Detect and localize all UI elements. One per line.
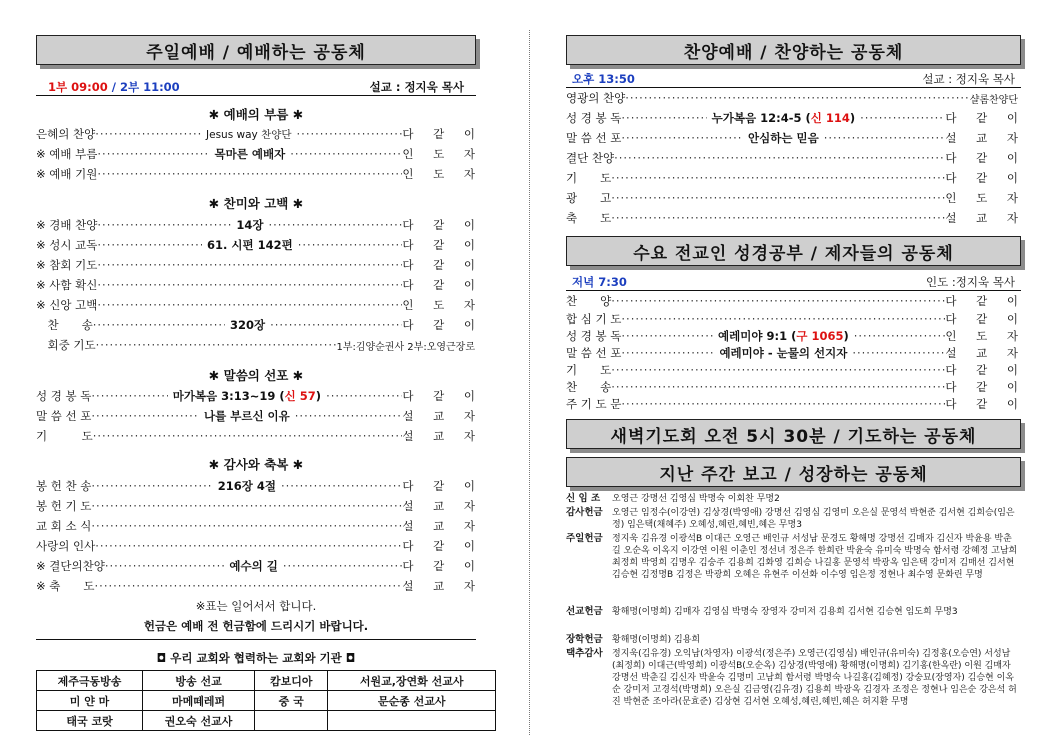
offering-note: 헌금은 예배 전 헌금함에 드리시기 바랍니다. [143,619,369,633]
partner-cell: 방송 선교 [143,671,255,691]
weekly-report-banner: 지난 주간 보고 / 성장하는 공동체 [566,457,1021,487]
order-role: 설 교 자 [945,131,1026,145]
order-item [713,328,854,344]
text-run: 누가복음 12:4-5 ( [711,111,811,125]
text-run: 나를 부르신 이유 [204,409,290,423]
order-role: 설 교 자 [402,429,483,443]
dot-leader [290,147,402,161]
order-item [714,345,852,361]
standing-note: ※표는 일어서서 합니다. [195,599,317,613]
partner-cell: 권오숙 선교사 [143,711,255,731]
order-row [36,336,475,354]
dot-leader [93,318,225,332]
report-label: 신 임 조 [566,493,601,504]
dot-leader [621,131,743,145]
order-row [36,537,483,555]
text-run: 예수의 길 [229,559,278,573]
order-row [36,145,484,163]
order-item [210,146,291,162]
order-row [36,316,484,334]
dot-leader [95,539,402,553]
report-entry [566,648,1018,708]
text-run: 1부 09:00 [48,80,108,94]
dot-leader [611,191,945,205]
order-role: 인 도 자 [402,167,483,181]
dot-leader [91,519,402,533]
order-item [202,237,298,253]
report-label: 감사헌금 [566,507,603,518]
wednesday-leader: 인도 :정지욱 목사 [926,275,1015,289]
order-role: 설 교 자 [402,519,483,533]
dot-leader [621,329,713,343]
dot-leader [97,258,402,272]
dot-leader [91,389,167,403]
order-row [36,256,483,274]
order-role: 다 같 이 [402,238,483,252]
order-row [566,292,1026,310]
dot-leader [97,218,231,232]
partners-title: ◘ 우리 교회와 협력하는 교회와 기관 ◘ [156,651,356,665]
text-run: 목마른 예배자 [214,147,286,161]
order-role: 다 같 이 [402,389,484,403]
order-label: 말 씀 선 포 [566,346,622,360]
order-row [566,149,1026,167]
order-label: 합 심 기 도 [566,312,622,326]
report-names: 황해명(이명희) 김매자 김영심 박명숙 장영자 강미저 김용희 김서현 김승현 임도희 무명3 [612,607,958,617]
order-role: 인 도 자 [945,329,1026,343]
sunday-service-times [48,79,180,95]
order-row [36,165,483,183]
order-role: 설 교 자 [402,579,483,593]
dot-leader [297,127,403,141]
text-run: 예레미야 - 눈물의 선지자 [719,346,848,360]
text-run: 320장 [229,318,266,332]
order-role: 인 도 자 [402,298,483,312]
order-row [36,427,483,445]
order-row [566,344,1027,362]
dot-leader [611,363,945,377]
order-row [566,209,1026,227]
order-item [168,388,326,404]
dot-leader [824,131,946,145]
order-label: 성 경 봉 독 [36,389,92,403]
order-role: 설 교 자 [402,499,483,513]
order-label: 기 도 [566,171,612,185]
praise-time: 오후 13:50 [572,72,635,86]
order-role: 다 같 이 [402,318,484,332]
order-label: 봉 헌 기 도 [36,499,92,513]
dot-leader [625,91,969,105]
order-label: 영광의 찬양 [566,91,626,105]
order-row [566,378,1026,396]
dot-leader [281,479,402,493]
order-role: 다 같 이 [945,380,1026,394]
report-names: 정지욱 김유경 이광석B 이대근 오영근 배인규 서성남 문경도 황해명 강명선 김매자 김신자 박윤용 박춘길 오순옥 이옥지 이강연 이원 이춘인 정선녀 정은주 한희란 박윤숙 유미숙 박명숙 함서령 강혜정 고남희 최정희 박영희 김명우 김숭주 김용희 김화영 김희승 나길홍 문영석 박광옥 임은택 강미저 김매선 김서현 김승현 김정명B 김정은 박광희 오혜은 유현주 이선화 이수영 임은정 정현나 최수영 문화린 무명 [612,534,1018,580]
order-role: 샬롬찬양단 [969,94,1018,106]
order-role: 인 도 자 [945,191,1026,205]
order-row [36,216,483,234]
partner-row [37,691,496,711]
order-row [566,189,1026,207]
report-entry [566,606,1018,618]
report-entry [566,493,1018,505]
partner-cell: 캄보디아 [255,671,328,691]
order-role: 다 같 이 [945,151,1026,165]
order-label: 회중 기도 [36,338,96,352]
order-role: 다 같 이 [402,559,483,573]
order-role: 다 같 이 [945,312,1026,326]
section-praise-confession: ✱ 찬미와 고백 ✱ [208,196,304,211]
partners-table [36,670,496,731]
report-entry [566,533,1018,581]
order-role: 다 같 이 [402,479,483,493]
order-row [36,296,483,314]
order-row [566,310,1026,328]
order-item [225,317,270,333]
order-label: 주 기 도 문 [566,397,622,411]
order-row [36,477,483,495]
order-row [36,577,483,595]
order-label: ※ 결단의찬양 [36,559,105,573]
dot-leader [97,278,402,292]
order-role: 1부:김양순권사 2부:오영근장로 [336,341,475,353]
partner-row [37,671,496,691]
notes-rule [36,639,476,640]
order-label: 기 도 [36,429,93,443]
order-role: 설 교 자 [402,409,484,423]
dot-leader [621,312,945,326]
partner-cell: 미 얀 마 [37,691,143,711]
report-names: 오영근 임정수(이강연) 김상경(박영애) 강명선 김영심 김영미 오은실 문영석 박현준 김서현 김희승(임은정) 임은택(채혜주) 오혜성,혜린,혜빈,혜은 무명3 [612,508,1015,530]
wednesday-study-banner: 수요 전교인 성경공부 / 제자들의 공동체 [566,236,1021,266]
text-run: 2부 11:00 [119,80,180,94]
order-role: 다 같 이 [945,171,1026,185]
order-label: 축 도 [566,211,612,225]
report-names: 황해명(이명희) 김용희 [612,635,701,645]
order-label: ※ 참회 기도 [36,258,98,272]
report-label: 주일헌금 [566,533,603,544]
order-item [213,478,281,494]
dot-leader [93,429,403,443]
dot-leader [611,294,945,308]
text-run: ) [843,329,849,343]
order-label: 찬 송 [566,380,612,394]
section-proclamation: ✱ 말씀의 선포 ✱ [208,368,304,383]
order-label: ※ 경배 찬양 [36,218,98,232]
order-label: ※ 예배 부름 [36,147,98,161]
order-role: 설 교 자 [945,346,1027,360]
order-role: 다 같 이 [945,397,1026,411]
praise-service-banner: 찬양예배 / 찬양하는 공동체 [566,35,1021,65]
order-label: ※ 축 도 [36,579,95,593]
report-label: 장학헌금 [566,634,603,645]
order-label: 사랑의 인사 [36,539,96,553]
partner-cell [328,711,496,731]
order-role: 다 같 이 [402,258,483,272]
order-label: ※ 사함 확신 [36,278,98,292]
dot-leader [97,238,202,252]
wednesday-time: 저녁 7:30 [572,275,627,289]
partner-row [37,711,496,731]
order-role: 다 같 이 [402,539,483,553]
sunday-preacher: 설교 : 정지욱 목사 [369,80,464,94]
dot-leader [621,346,714,360]
dot-leader [611,380,945,394]
dot-leader [97,167,402,181]
order-label: 광 고 [566,191,612,205]
dot-leader [268,218,402,232]
order-item [199,408,295,424]
report-names: 오영근 강명선 김영심 박명숙 이회찬 무명2 [612,494,780,504]
dot-leader [91,409,199,423]
dot-leader [621,397,945,411]
order-row [36,236,483,254]
text-run: Jesus way 찬양단 [206,128,292,141]
order-row [566,109,1027,127]
dot-leader [295,409,403,423]
dawn-prayer-banner: 새벽기도회 오전 5시 30분 / 기도하는 공동체 [566,419,1021,449]
text-run: 마가복음 3:13~19 ( [172,389,285,403]
text-run: ) [315,389,322,403]
order-row [36,276,483,294]
text-run: 예레미야 9:1 ( [718,329,797,343]
dot-leader [283,559,403,573]
order-row [36,125,483,143]
order-label: 결단 찬양 [566,151,615,165]
dot-leader [611,211,945,225]
dot-leader [298,238,403,252]
dot-leader [91,499,402,513]
order-label: ※ 성시 교독 [36,238,98,252]
dot-leader [91,479,212,493]
order-role: 다 같 이 [402,218,483,232]
partner-cell: 마메떼레퍼 [143,691,255,711]
order-row [566,129,1026,147]
order-label: 찬 송 [36,318,93,332]
order-row [36,557,483,575]
praise-preacher: 설교 : 정지욱 목사 [922,72,1015,86]
order-row [36,497,483,515]
partner-cell: 태국 코랏 [37,711,143,731]
dot-leader [270,318,402,332]
report-entry [566,634,1018,646]
wednesday-time-line [566,275,1021,291]
dot-leader [105,559,225,573]
order-row [36,517,483,535]
order-row [566,327,1026,345]
dot-leader [614,151,945,165]
report-names: 정지욱(김유경) 오익남(차영자) 이광석(정은주) 오영근(김영심) 배인규(유미숙) 김정홍(오승연) 서성남(최정희) 이대근(박영희) 이광석B(오순옥) 김상경(박영애) 황해명(이명희) 김기홍(한옥란) 이원 김매자 강명선 박춘길 김신자 박윤숙 김명미 고남희 함서령 박명숙 나길홍(김혜정) 강숭묘(장영자) 김승현 이옥순 강미저 고경석(박명희) 오은실 김금영(김유경) 김용희 박광옥 김경자 조정은 정현나 임은순 강은석 허진 박현준 조아라(문효준) 김상현 김서현 오혜성,혜린,혜빈,혜은 허지환 무명 [612,649,1017,707]
order-role: 인 도 자 [402,147,484,161]
order-label: ※ 신앙 고백 [36,298,98,312]
order-label: 말 씀 선 포 [566,131,622,145]
sunday-service-banner: 주일예배 / 예배하는 공동체 [36,35,476,65]
text-run: / [107,80,120,94]
order-row [566,169,1026,187]
order-role: 다 같 이 [402,278,483,292]
partner-cell: 문순종 선교사 [328,691,496,711]
praise-time-line [566,72,1021,88]
dot-leader [326,389,402,403]
dot-leader [860,111,945,125]
dot-leader [852,346,945,360]
partner-cell [255,711,328,731]
dot-leader [621,111,706,125]
section-thanks-blessing: ✱ 감사와 축복 ✱ [208,457,304,472]
order-row [566,361,1026,379]
partner-cell: 제주극동방송 [37,671,143,691]
dot-leader [97,147,209,161]
order-row [566,395,1026,413]
text-run: 14장 [236,218,264,232]
order-label: 봉 헌 찬 송 [36,479,92,493]
dot-leader [97,298,402,312]
order-label: 말 씀 선 포 [36,409,92,423]
dot-leader [611,171,945,185]
partner-cell: 서원교,장연화 선교사 [328,671,496,691]
dot-leader [96,338,337,352]
order-row [566,89,1018,107]
text-run: 구 1065 [796,329,844,343]
order-item [707,110,860,126]
order-role: 다 같 이 [945,111,1027,125]
sunday-time-line [36,80,476,96]
text-run: 신 57 [284,389,316,403]
text-run: 216장 4절 [217,479,276,493]
text-run: 61. 시편 142편 [207,238,293,252]
order-role: 설 교 자 [945,211,1026,225]
report-entry [566,507,1018,531]
order-item [231,217,268,233]
dot-leader [854,329,946,343]
order-row [36,387,484,405]
column-divider [529,30,530,735]
order-label: ※ 예배 기원 [36,167,98,181]
order-label: 찬 양 [566,294,612,308]
order-role: 다 같 이 [945,363,1026,377]
report-label: 선교헌금 [566,606,603,617]
order-role: 다 같 이 [945,294,1026,308]
dot-leader [95,127,201,141]
order-label: 성 경 봉 독 [566,329,622,343]
section-call-to-worship: ✱ 예배의 부름 ✱ [208,107,304,122]
text-run: ) [849,111,856,125]
text-run: 신 114 [810,111,850,125]
order-label: 은혜의 찬양 [36,127,96,141]
order-role: 다 같 이 [402,127,483,141]
text-run: 안심하는 믿음 [748,131,819,145]
partner-cell: 중 국 [255,691,328,711]
order-item [224,558,282,574]
order-label: 성 경 봉 독 [566,111,622,125]
order-label: 기 도 [566,363,612,377]
order-row [36,407,484,425]
report-label: 택추감사 [566,648,603,659]
dot-leader [95,579,403,593]
order-label: 교 회 소 식 [36,519,92,533]
order-item [201,127,297,142]
order-item [743,130,824,146]
